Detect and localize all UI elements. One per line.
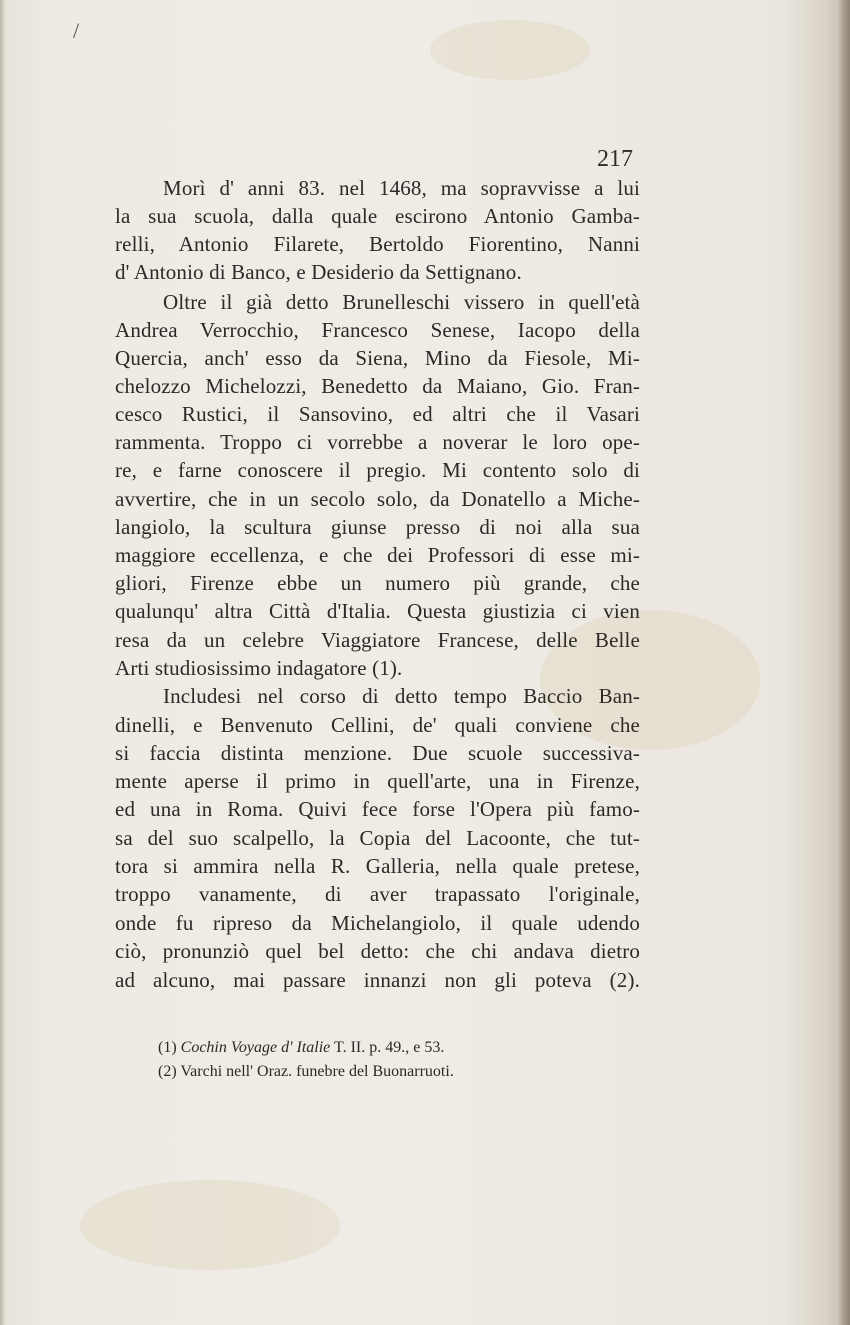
text-line: onde fu ripreso da Michelangiolo, il quale udendo	[115, 911, 640, 935]
text-line: Morì d' anni 83. nel 1468, ma sopravvisse a lui	[163, 176, 640, 200]
text-line: ed una in Roma. Quivi fece forse l'Opera più famo-	[115, 797, 640, 821]
paper-stain	[430, 20, 590, 80]
text-line: tora si ammira nella R. Galleria, nella quale pretese,	[115, 854, 640, 878]
text-line: Includesi nel corso di detto tempo Baccio Ban-	[163, 684, 640, 708]
text-line: si faccia distinta menzione. Due scuole successiva-	[115, 741, 640, 765]
text-line: gliori, Firenze ebbe un numero più grande, che	[115, 571, 640, 595]
text-line: Oltre il già detto Brunelleschi vissero in quell'età	[163, 290, 640, 314]
footnote-1	[158, 1036, 578, 1060]
footnote-marker: (2)	[158, 1063, 177, 1080]
text-line: Andrea Verrocchio, Francesco Senese, Iacopo della	[115, 318, 640, 342]
text-line: sa del suo scalpello, la Copia del Lacoonte, che tut-	[115, 826, 640, 850]
footnote-2	[158, 1060, 578, 1084]
text-line: mente aperse il primo in quell'arte, una in Firenze,	[115, 769, 640, 793]
text-line: ciò, pronunziò quel bel detto: che chi andava dietro	[115, 939, 640, 963]
text-line: maggiore eccellenza, e che dei Professori di esse mi-	[115, 543, 640, 567]
text-line: relli, Antonio Filarete, Bertoldo Fiorentino, Nanni	[115, 232, 640, 256]
text-line: Arti studiosissimo indagatore (1).	[115, 656, 403, 680]
text-line: cesco Rustici, il Sansovino, ed altri che il Vasari	[115, 402, 640, 426]
footnote-text: T. II. p. 49., e 53.	[333, 1039, 445, 1056]
page-left-edge	[0, 0, 5, 1325]
text-line: d' Antonio di Banco, e Desiderio da Settignano.	[115, 260, 522, 284]
text-line: chelozzo Michelozzi, Benedetto da Maiano, Gio. Fran-	[115, 374, 640, 398]
text-line: troppo vanamente, di aver trapassato l'originale,	[115, 882, 640, 906]
text-line: la sua scuola, dalla quale escirono Antonio Gamba-	[115, 204, 640, 228]
text-line: resa da un celebre Viaggiatore Francese, delle Belle	[115, 628, 640, 652]
text-line: re, e farne conoscere il pregio. Mi contento solo di	[115, 458, 640, 482]
text-line: qualunqu' altra Città d'Italia. Questa giustizia ci vien	[115, 599, 640, 623]
text-line: dinelli, e Benvenuto Cellini, de' quali conviene che	[115, 713, 640, 737]
text-line: langiolo, la scultura giunse presso di noi alla sua	[115, 515, 640, 539]
footnote-text: Varchi nell' Oraz. funebre del Buonarruoti.	[180, 1063, 454, 1080]
text-line: avvertire, che in un secolo solo, da Donatello a Miche-	[115, 487, 640, 511]
paper-stain	[80, 1180, 340, 1270]
footnote-marker: (1)	[158, 1039, 177, 1056]
text-line: ad alcuno, mai passare innanzi non gli poteva (2).	[115, 968, 640, 992]
footnote-title: Cochin Voyage d' Italie	[180, 1039, 331, 1056]
text-line: rammenta. Troppo ci vorrebbe a noverar le loro ope-	[115, 430, 640, 454]
corner-pencil-mark: /	[73, 18, 80, 43]
page-right-edge	[836, 0, 850, 1325]
page-number: 217	[597, 146, 633, 172]
text-line: Quercia, anch' esso da Siena, Mino da Fiesole, Mi-	[115, 346, 640, 370]
